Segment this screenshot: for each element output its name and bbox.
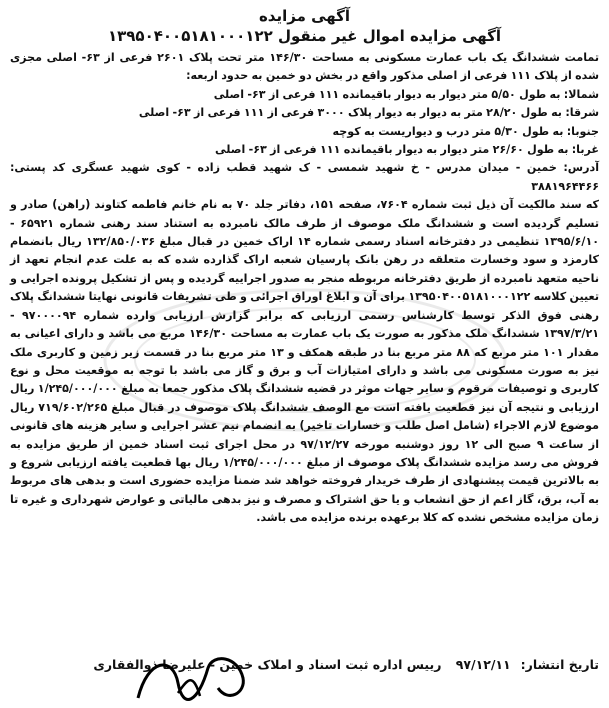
boundary-north: شمالا: به طول ۵/۵۰ متر دیوار به دیوار باقیمانده ۱۱۱ فرعی از ۶۳- اصلی (213, 87, 599, 101)
publish-date-label: تاریخ انتشار: (520, 657, 599, 672)
notice-intro: تمامت ششدانگ یک باب عمارت مسکونی به مساحت ۱۴۶/۳۰ متر تحت پلاک ۲۶۰۱ فرعی از ۶۳- اصلی مجزی شده از پلاک ۱۱۱ فرعی از اصلی مذکور واقع در بخش دو خمین به حدود اربعه: (10, 51, 599, 83)
notice-body (10, 49, 599, 528)
notice-details: که سند مالکیت آن ذیل ثبت شماره ۷۶۰۴، صفحه ۱۵۱، دفاتر جلد ۷۰ به نام خانم فاطمه کتاوند (راهن) صادر و تسلیم گردیده است و ششدانگ ملک موصوف از طرف مالک نامبرده به استناد سند رهنی شماره ۶۵۹۲۱ - ۱۳۹۵/۶/۱۰ تنظیمی در دفترخانه اسناد رسمی شماره ۱۴ اراک خمین در قبال مبلغ ۱۳۲/۸۵۰/۰۳۶ ریال بانضمام کارمزد و سود وخسارت متعلقه در رهن بانک پارسیان شعبه اراک گذارده شده که به علت عدم انجام تعهد از ناحیه متعهد نامبرده از طریق دفترخانه مربوطه منجر به صدور اجراییه گردیده و پس از تشکیل پرونده اجرایی و تعیین کلاسه ۱۳۹۵۰۴۰۰۵۱۸۱۰۰۰۱۲۲ برای آن و ابلاغ اوراق اجرائی و طی تشریفات قانونی نهایتا ششدانگ پلاک رهنی فوق الذکر توسط کارشناس رسمی ارزیابی که برابر گزارش ارزیابی وارده شماره ۹۷۰۰۰۰۹۴ - ۱۳۹۷/۳/۲۱ ششدانگ ملک مذکور به صورت یک باب عمارت به مساحت ۱۴۶/۳۰ مربع می باشد و دارای اعیانی به مقدار ۱۰۱ متر مربع که ۸۸ متر مربع بنا در طبقه همکف و ۱۳ متر مربع بنا در قسمت زیر زمین و کاربری ملک نیز به صورت مسکونی می باشد و دارای امتیازات آب و برق و گاز می باشد با توجه به موقعیت محل و نوع کاربری و توصیفات مرقوم و سایر جهات موثر در قضیه ششدانگ پلاک مذکور جمعا به مبلغ ۱/۲۴۵/۰۰۰/۰۰۰ ریال ارزیابی و نتیجه آن نیز قطعیت یافته است مع الوصف ششدانگ پلاک موصوف در قبال مبلغ ۷۱۹/۶۰۲/۲۶۵ ریال موضوع لازم الاجراء (شامل اصل طلب و خسارات تاخیر) به انضمام نیم عشر اجرایی و سایر هزینه های قانونی از ساعت ۹ صبح الی ۱۲ روز دوشنبه مورخه ۹۷/۱۲/۲۷ در محل اجرای ثبت اسناد خمین از طریق مزایده به فروش می رسد مزایده ششدانگ پلاک موصوف از مبلغ ۱/۲۴۵/۰۰۰/۰۰۰ ریال بها قطعیت یافته ارزیابی شروع و به بالاترین قیمت پیشنهادی از طرف خریدار فروخته خواهد شد ضمنا مزایده حضوری است و بدهی های مربوط به آب، برق، گاز اعم از حق انشعاب و یا حق اشتراک و مصرف و نیز بدهی مالیاتی و عوارض شهرداری و غیره تا زمان مزایده مشخص نشده که کلا برعهده برنده مزایده می باشد. (10, 198, 600, 525)
boundary-west: غربا: به طول ۲۶/۶۰ متر دیوار به دیوار باقیمانده ۱۱۱ فرعی از ۶۳- اصلی (214, 143, 599, 157)
boundary-east: شرقا: به طول ۲۸/۲۰ متر به دیوار به دیوار پلاک ۳۰۰۰ فرعی از ۱۱۱ فرعی از ۶۳- اصلی (138, 106, 599, 120)
boundary-south: جنوبا: به طول ۵/۳۰ متر درب و دیواریست به کوچه (332, 124, 599, 138)
notice-footer (10, 655, 599, 675)
property-address: آدرس: خمین - میدان مدرس - خ شهید شمسی - ک شهید قطب زاده - کوی شهید عسگری کد پستی: ۳۸۸۱۹۶۴۴۶۶ (10, 161, 599, 193)
notice-subheading: آگهی مزایده اموال غیر منقول ۱۳۹۵۰۴۰۰۵۱۸۱۰۰۰۱۲۲ (107, 27, 502, 45)
notice-heading: آگهی مزایده (258, 7, 351, 25)
publish-date: ۹۷/۱۲/۱۱ (455, 657, 511, 672)
signature-line: رییس اداره ثبت اسناد و املاک خمین - علیرضا ذوالفقاری (93, 657, 442, 672)
signature-scribble (118, 648, 278, 708)
